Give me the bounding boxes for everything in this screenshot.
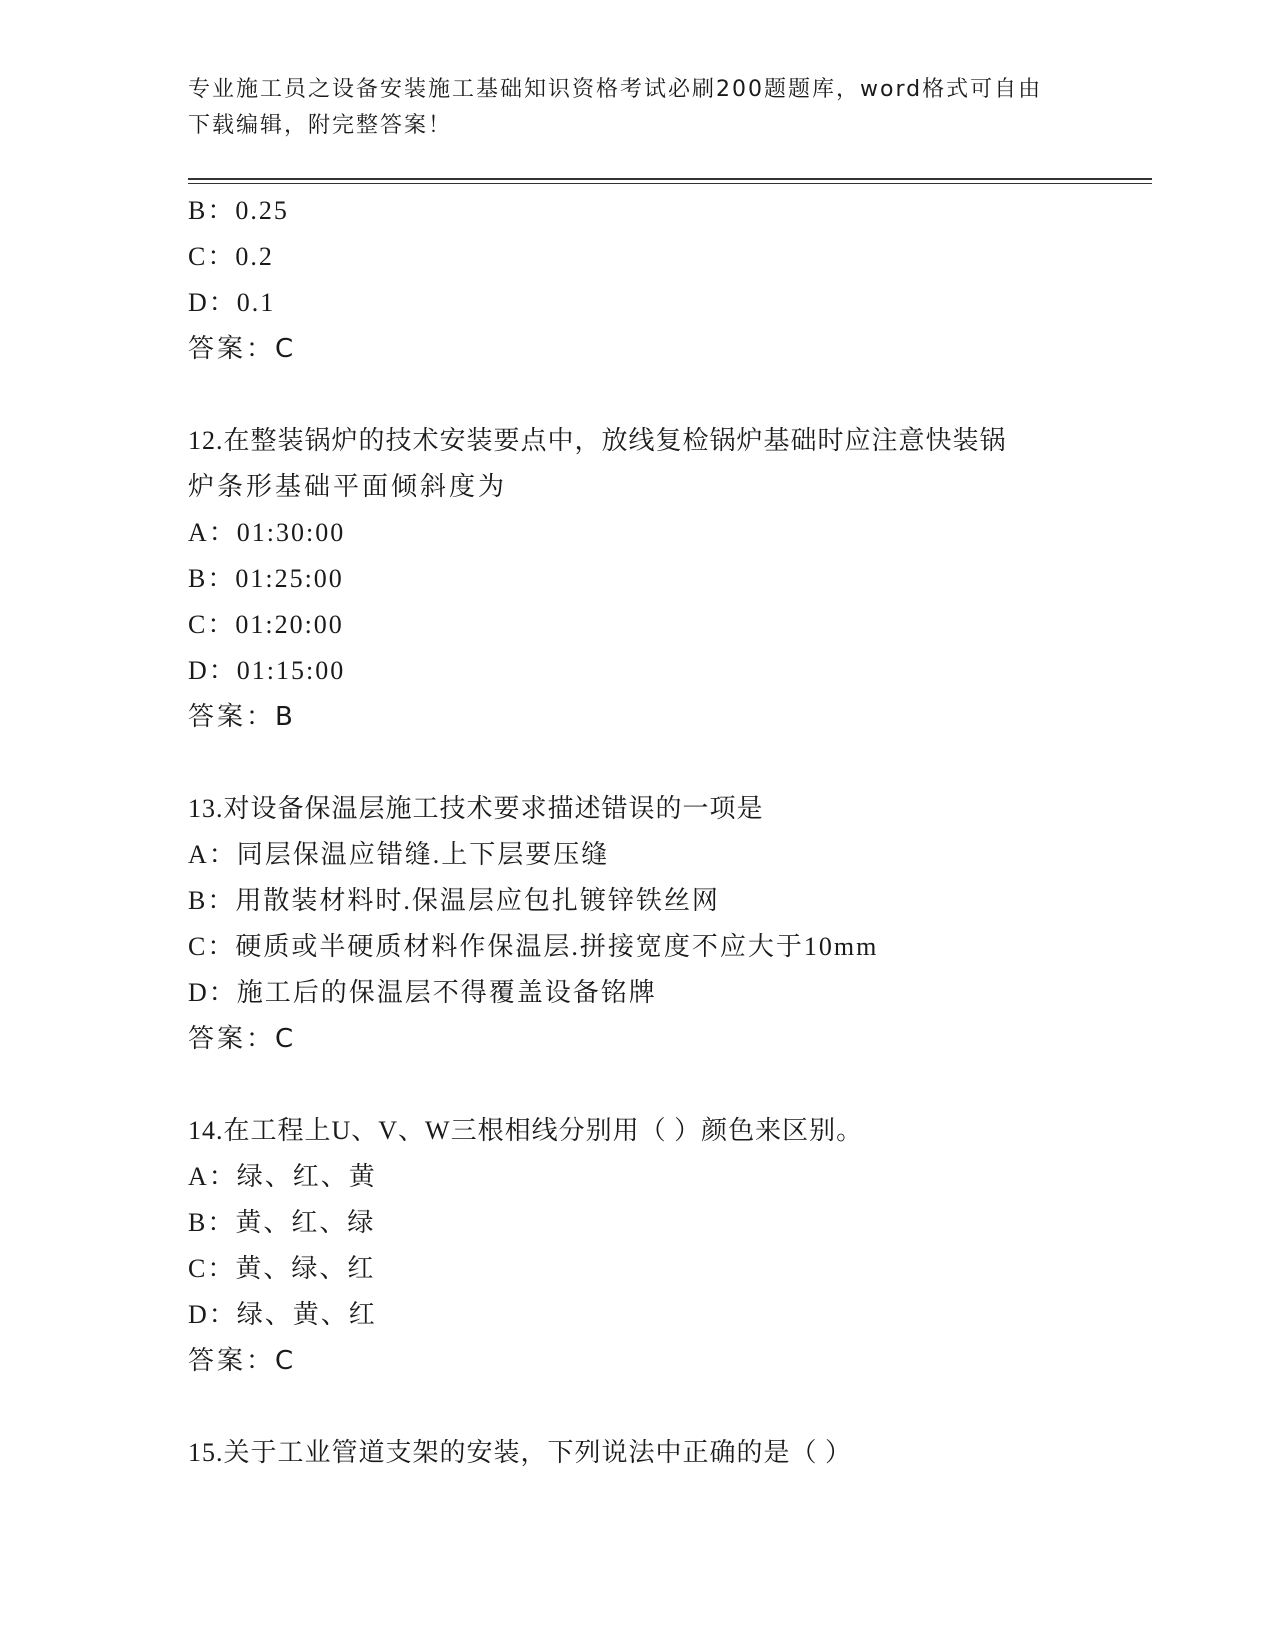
header-divider-thin — [188, 183, 1152, 184]
spacer — [188, 1384, 1152, 1430]
answer: 答案：C — [188, 334, 297, 364]
option-d: D：01:15:00 — [188, 656, 346, 685]
answer: 答案：B — [188, 702, 296, 732]
option-a: A：同层保温应错缝.上下层要压缝 — [188, 840, 610, 869]
question-13 — [188, 786, 1152, 1062]
answer: 答案：C — [188, 1024, 297, 1054]
spacer — [188, 740, 1152, 786]
option-a: A：01:30:00 — [188, 518, 346, 547]
question-stem-line-2: 炉条形基础平面倾斜度为 — [188, 472, 508, 502]
option-a: A：绿、红、黄 — [188, 1162, 377, 1191]
option-b: B：01:25:00 — [188, 564, 344, 593]
header-line-1: 专业施工员之设备安装施工基础知识资格考试必刷200题题库，word格式可自由 — [188, 77, 1043, 102]
header-line-2: 下载编辑，附完整答案！ — [188, 113, 453, 138]
option-c: C：硬质或半硬质材料作保温层.拼接宽度不应大于10mm — [188, 932, 879, 961]
question-stem: 13.对设备保温层施工技术要求描述错误的一项是 — [188, 794, 764, 823]
option-c: C：01:20:00 — [188, 610, 344, 639]
spacer — [188, 1062, 1152, 1108]
question-stem-line-1: 12.在整装锅炉的技术安装要点中，放线复检锅炉基础时应注意快装锅 — [188, 426, 1007, 455]
question-stem: 15.关于工业管道支架的安装，下列说法中正确的是（ ） — [188, 1438, 853, 1467]
spacer — [188, 372, 1152, 418]
option-b: B：用散装材料时.保温层应包扎镀锌铁丝网 — [188, 886, 720, 915]
question-14 — [188, 1108, 1152, 1384]
option-c: C：0.2 — [188, 242, 274, 271]
option-c: C：黄、绿、红 — [188, 1254, 376, 1283]
header-divider-thick — [188, 178, 1152, 180]
document-header — [188, 72, 1088, 144]
question-12 — [188, 418, 1152, 740]
question-15 — [188, 1430, 1152, 1476]
option-b: B：0.25 — [188, 196, 289, 225]
answer: 答案：C — [188, 1346, 297, 1376]
option-d: D：施工后的保温层不得覆盖设备铭牌 — [188, 978, 657, 1007]
option-d: D：0.1 — [188, 288, 276, 317]
option-d: D：绿、黄、红 — [188, 1300, 377, 1329]
question-11-tail — [188, 188, 1152, 372]
question-stem: 14.在工程上U、V、W三根相线分别用（ ）颜色来区别。 — [188, 1116, 864, 1145]
option-b: B：黄、红、绿 — [188, 1208, 376, 1237]
question-list — [188, 188, 1152, 1476]
